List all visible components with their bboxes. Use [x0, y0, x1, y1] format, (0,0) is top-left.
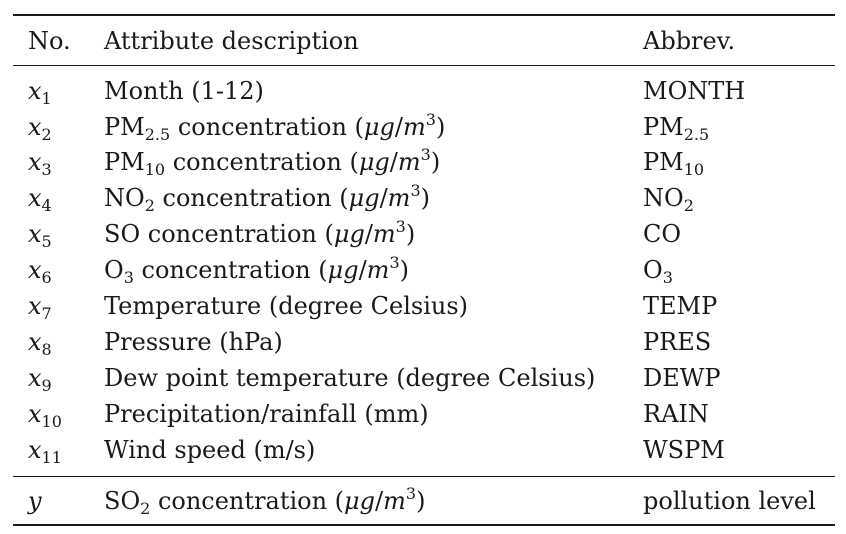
description-cell: Wind speed (m/s)	[104, 436, 316, 464]
variable-cell: $x_{11}$	[28, 436, 62, 467]
variable-cell: $x_2$	[28, 113, 52, 144]
description-cell: $PM_{2.5}$ concentration $(\mu g/m^3)$	[104, 110, 446, 144]
header-row	[0, 24, 846, 58]
table-row	[0, 253, 846, 287]
variable-cell: $x_7$	[28, 292, 52, 323]
table-row	[0, 433, 846, 467]
target-row	[0, 484, 846, 518]
variable-cell: $x_3$	[28, 148, 52, 179]
abbrev-cell: PRES	[643, 328, 712, 356]
description-cell: $NO_2$ concentration $(\mu g/m^3)$	[104, 181, 430, 215]
description-cell: Pressure (hPa)	[104, 328, 283, 356]
abbrev-cell: $PM_{10}$	[643, 148, 705, 179]
abbrev-cell: WSPM	[643, 436, 725, 464]
description-cell: $SO_2$ concentration $(\mu g/m^3)$	[104, 484, 426, 518]
variable-cell: $x_1$	[28, 77, 52, 108]
abbrev-cell: $NO_2$	[643, 184, 694, 215]
variable-cell: $x_4$	[28, 184, 52, 215]
table-row	[0, 325, 846, 359]
table-row	[0, 110, 846, 144]
abbrev-cell: $O_3$	[643, 256, 673, 287]
header-no: No.	[28, 27, 71, 55]
description-cell: Month (1-12)	[104, 77, 264, 105]
variable-cell: $x_6$	[28, 256, 52, 287]
abbrev-cell: $PM_{2.5}$	[643, 113, 710, 144]
abbrev-cell: TEMP	[643, 292, 718, 320]
description-cell: Temperature (degree Celsius)	[104, 292, 469, 320]
variable-cell: $x_{10}$	[28, 400, 62, 431]
variable-cell: $x_5$	[28, 220, 52, 251]
abbrev-cell: RAIN	[643, 400, 709, 428]
table-row	[0, 289, 846, 323]
variable-cell: $x_8$	[28, 328, 52, 359]
header-description: Attribute description	[104, 27, 359, 55]
description-cell: $PM_{10}$ concentration $(\mu g/m^3)$	[104, 145, 441, 179]
abbrev-cell: DEWP	[643, 364, 721, 392]
abbrev-cell: CO	[643, 220, 682, 248]
bottom-rule	[13, 524, 835, 526]
description-cell: Dew point temperature (degree Celsius)	[104, 364, 596, 392]
description-cell: $O_3$ concentration $(\mu g/m^3)$	[104, 253, 409, 287]
abbrev-cell: pollution level	[643, 487, 816, 515]
mid-rule	[13, 476, 835, 477]
table-row	[0, 217, 846, 251]
table-row	[0, 181, 846, 215]
table-row	[0, 361, 846, 395]
header-abbrev: Abbrev.	[643, 27, 736, 55]
table-row	[0, 74, 846, 108]
header-rule	[13, 65, 835, 66]
abbrev-cell: MONTH	[643, 77, 746, 105]
description-cell: SO concentration $(\mu g/m^3)$	[104, 217, 416, 248]
top-rule	[13, 14, 835, 16]
variable-cell: y	[28, 487, 42, 515]
variable-cell: $x_9$	[28, 364, 52, 395]
description-cell: Precipitation/rainfall (mm)	[104, 400, 429, 428]
table-row	[0, 397, 846, 431]
table-row	[0, 145, 846, 179]
